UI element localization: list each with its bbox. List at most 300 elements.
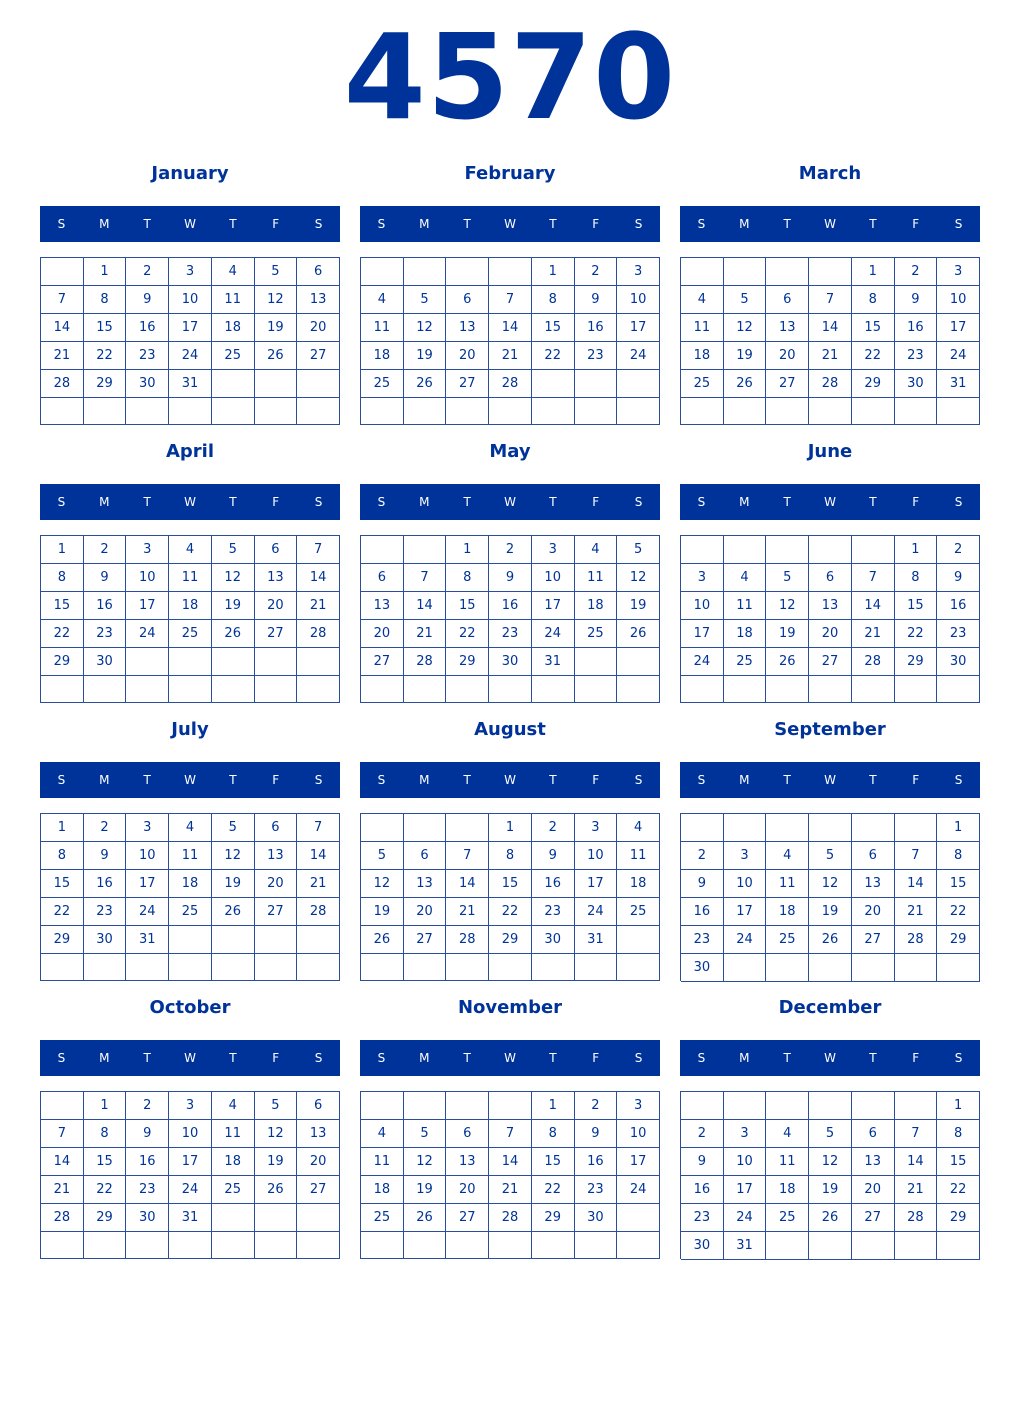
weekday-label: T [229, 217, 237, 231]
day-grid [40, 813, 340, 981]
day-cell: 7 [297, 814, 340, 842]
day-cell: 28 [489, 1204, 532, 1232]
day-cell: 29 [84, 1204, 127, 1232]
day-cell: 29 [41, 926, 84, 954]
day-cell: 13 [852, 870, 895, 898]
day-grid [40, 257, 340, 425]
day-cell: 8 [41, 842, 84, 870]
day-cell: 29 [937, 926, 980, 954]
day-cell: 29 [895, 648, 938, 676]
day-cell: 27 [446, 1204, 489, 1232]
day-cell: 4 [681, 286, 724, 314]
day-cell: 14 [297, 842, 340, 870]
empty-cell [212, 954, 255, 981]
day-cell: 13 [766, 314, 809, 342]
day-cell: 27 [255, 620, 298, 648]
month-name: February [464, 163, 556, 184]
day-cell: 25 [575, 620, 618, 648]
empty-cell [937, 398, 980, 425]
weekday-label: W [824, 217, 836, 231]
weekday-label: T [783, 217, 791, 231]
day-cell: 5 [255, 258, 298, 286]
day-cell: 11 [575, 564, 618, 592]
weekday-label: T [463, 1051, 471, 1065]
empty-cell [84, 1232, 127, 1259]
day-cell: 5 [361, 842, 404, 870]
day-cell: 28 [895, 1204, 938, 1232]
empty-cell [361, 814, 404, 842]
day-cell: 14 [41, 1148, 84, 1176]
empty-cell [724, 814, 767, 842]
empty-cell [404, 676, 447, 703]
empty-cell [809, 676, 852, 703]
day-cell: 10 [937, 286, 980, 314]
day-cell: 4 [361, 286, 404, 314]
month-july [40, 715, 340, 985]
day-cell: 10 [681, 592, 724, 620]
day-cell: 3 [617, 1092, 660, 1120]
day-cell: 9 [575, 1120, 618, 1148]
day-cell: 19 [212, 592, 255, 620]
day-cell: 1 [895, 536, 938, 564]
empty-cell [489, 1092, 532, 1120]
day-cell: 28 [895, 926, 938, 954]
day-cell: 10 [617, 286, 660, 314]
empty-cell [84, 954, 127, 981]
day-cell: 10 [724, 870, 767, 898]
day-cell: 15 [84, 1148, 127, 1176]
day-cell: 16 [489, 592, 532, 620]
day-cell: 18 [617, 870, 660, 898]
empty-cell [532, 398, 575, 425]
empty-cell [255, 676, 298, 703]
empty-cell [852, 814, 895, 842]
day-cell: 29 [446, 648, 489, 676]
weekday-label: T [549, 1051, 557, 1065]
empty-cell [255, 1204, 298, 1232]
empty-cell [724, 398, 767, 425]
empty-cell [489, 398, 532, 425]
weekday-label: T [143, 495, 151, 509]
day-cell: 2 [575, 1092, 618, 1120]
weekday-label: M [99, 495, 110, 509]
day-cell: 19 [404, 1176, 447, 1204]
day-cell: 5 [255, 1092, 298, 1120]
day-cell: 26 [255, 342, 298, 370]
empty-cell [895, 814, 938, 842]
empty-cell [126, 398, 169, 425]
day-cell: 29 [937, 1204, 980, 1232]
weekday-label: S [634, 773, 643, 787]
weekday-label: M [419, 495, 430, 509]
day-cell: 25 [617, 898, 660, 926]
day-cell: 15 [41, 592, 84, 620]
day-grid [680, 257, 980, 425]
day-cell: 27 [361, 648, 404, 676]
day-cell: 27 [852, 926, 895, 954]
weekday-label: T [549, 773, 557, 787]
empty-cell [766, 536, 809, 564]
day-cell: 25 [681, 370, 724, 398]
day-cell: 21 [489, 1176, 532, 1204]
day-cell: 12 [255, 1120, 298, 1148]
day-cell: 22 [41, 898, 84, 926]
day-cell: 1 [532, 258, 575, 286]
weekday-label: S [634, 1051, 643, 1065]
month-name: July [171, 719, 209, 740]
day-cell: 28 [489, 370, 532, 398]
weekday-label: W [824, 1051, 836, 1065]
month-name: September [774, 719, 886, 740]
day-cell: 26 [809, 926, 852, 954]
day-cell: 26 [255, 1176, 298, 1204]
day-cell: 4 [575, 536, 618, 564]
day-cell: 9 [126, 1120, 169, 1148]
empty-cell [489, 258, 532, 286]
weekday-label: S [57, 773, 66, 787]
day-cell: 28 [41, 370, 84, 398]
weekday-label: F [592, 217, 600, 231]
day-cell: 6 [809, 564, 852, 592]
empty-cell [212, 676, 255, 703]
day-cell: 24 [724, 926, 767, 954]
empty-cell [212, 1204, 255, 1232]
day-cell: 14 [41, 314, 84, 342]
day-cell: 27 [404, 926, 447, 954]
day-cell: 10 [169, 286, 212, 314]
day-cell: 31 [169, 1204, 212, 1232]
weekday-label: W [504, 495, 516, 509]
weekday-label: S [697, 217, 706, 231]
empty-cell [766, 398, 809, 425]
weekday-label: M [99, 773, 110, 787]
day-cell: 4 [617, 814, 660, 842]
day-cell: 23 [681, 1204, 724, 1232]
month-november [360, 993, 660, 1263]
weekday-label: W [824, 495, 836, 509]
day-cell: 25 [361, 370, 404, 398]
day-cell: 24 [681, 648, 724, 676]
day-cell: 10 [617, 1120, 660, 1148]
weekday-label: S [314, 773, 323, 787]
empty-cell [404, 1092, 447, 1120]
day-cell: 8 [41, 564, 84, 592]
day-cell: 24 [126, 620, 169, 648]
day-cell: 18 [361, 1176, 404, 1204]
empty-cell [575, 1232, 618, 1259]
weekday-label: M [419, 773, 430, 787]
month-june [680, 437, 980, 707]
day-cell: 17 [532, 592, 575, 620]
weekday-label: F [272, 773, 280, 787]
day-cell: 3 [724, 842, 767, 870]
day-cell: 9 [937, 564, 980, 592]
day-cell: 20 [297, 1148, 340, 1176]
weekday-header [680, 484, 980, 520]
empty-cell [404, 398, 447, 425]
day-cell: 15 [446, 592, 489, 620]
day-cell: 3 [575, 814, 618, 842]
weekday-label: W [184, 1051, 196, 1065]
empty-cell [617, 926, 660, 954]
weekday-label: T [463, 495, 471, 509]
empty-cell [212, 1232, 255, 1259]
day-cell: 27 [255, 898, 298, 926]
day-cell: 24 [169, 1176, 212, 1204]
empty-cell [361, 258, 404, 286]
day-cell: 25 [766, 1204, 809, 1232]
day-cell: 18 [766, 1176, 809, 1204]
day-cell: 14 [852, 592, 895, 620]
empty-cell [809, 954, 852, 982]
day-cell: 6 [255, 814, 298, 842]
day-cell: 13 [809, 592, 852, 620]
day-cell: 10 [126, 842, 169, 870]
day-cell: 6 [852, 842, 895, 870]
day-cell: 11 [681, 314, 724, 342]
day-cell: 7 [404, 564, 447, 592]
day-cell: 12 [255, 286, 298, 314]
day-cell: 24 [575, 898, 618, 926]
day-cell: 7 [41, 286, 84, 314]
day-cell: 19 [255, 1148, 298, 1176]
empty-cell [617, 676, 660, 703]
empty-cell [361, 536, 404, 564]
empty-cell [297, 676, 340, 703]
weekday-label: T [463, 773, 471, 787]
day-cell: 20 [255, 592, 298, 620]
empty-cell [41, 258, 84, 286]
day-cell: 17 [681, 620, 724, 648]
day-cell: 21 [852, 620, 895, 648]
day-cell: 5 [404, 1120, 447, 1148]
empty-cell [489, 954, 532, 981]
weekday-label: M [739, 495, 750, 509]
day-cell: 16 [575, 1148, 618, 1176]
day-cell: 25 [212, 1176, 255, 1204]
day-cell: 8 [937, 842, 980, 870]
month-january [40, 159, 340, 429]
empty-cell [297, 648, 340, 676]
day-cell: 12 [809, 870, 852, 898]
empty-cell [404, 954, 447, 981]
empty-cell [724, 258, 767, 286]
day-cell: 4 [766, 1120, 809, 1148]
empty-cell [809, 814, 852, 842]
empty-cell [404, 536, 447, 564]
day-cell: 11 [169, 564, 212, 592]
day-cell: 2 [575, 258, 618, 286]
empty-cell [361, 398, 404, 425]
weekday-label: M [99, 217, 110, 231]
empty-cell [126, 1232, 169, 1259]
day-cell: 22 [895, 620, 938, 648]
day-cell: 16 [126, 1148, 169, 1176]
weekday-header [680, 1040, 980, 1076]
empty-cell [297, 398, 340, 425]
weekday-label: S [954, 773, 963, 787]
empty-cell [361, 954, 404, 981]
empty-cell [724, 1092, 767, 1120]
weekday-label: T [229, 495, 237, 509]
empty-cell [575, 676, 618, 703]
day-cell: 7 [852, 564, 895, 592]
day-cell: 6 [404, 842, 447, 870]
weekday-header [360, 1040, 660, 1076]
empty-cell [169, 648, 212, 676]
day-cell: 5 [212, 536, 255, 564]
day-cell: 17 [169, 314, 212, 342]
day-cell: 25 [766, 926, 809, 954]
day-cell: 22 [937, 898, 980, 926]
weekday-label: T [869, 495, 877, 509]
day-cell: 13 [361, 592, 404, 620]
weekday-label: F [592, 1051, 600, 1065]
day-cell: 12 [404, 314, 447, 342]
day-cell: 17 [126, 592, 169, 620]
day-cell: 8 [532, 1120, 575, 1148]
empty-cell [681, 1092, 724, 1120]
empty-cell [852, 536, 895, 564]
day-cell: 20 [446, 1176, 489, 1204]
day-cell: 24 [532, 620, 575, 648]
day-cell: 10 [169, 1120, 212, 1148]
day-cell: 19 [212, 870, 255, 898]
empty-cell [297, 370, 340, 398]
day-cell: 11 [169, 842, 212, 870]
day-cell: 8 [489, 842, 532, 870]
day-cell: 13 [255, 564, 298, 592]
day-cell: 15 [937, 1148, 980, 1176]
day-cell: 27 [852, 1204, 895, 1232]
day-cell: 30 [84, 648, 127, 676]
empty-cell [297, 926, 340, 954]
weekday-label: F [912, 773, 920, 787]
day-cell: 9 [126, 286, 169, 314]
day-cell: 26 [617, 620, 660, 648]
day-cell: 29 [532, 1204, 575, 1232]
day-cell: 2 [681, 1120, 724, 1148]
weekday-label: W [504, 217, 516, 231]
day-cell: 16 [937, 592, 980, 620]
day-cell: 31 [724, 1232, 767, 1260]
day-cell: 17 [724, 1176, 767, 1204]
day-cell: 15 [84, 314, 127, 342]
day-cell: 17 [724, 898, 767, 926]
empty-cell [617, 648, 660, 676]
weekday-label: T [549, 217, 557, 231]
day-cell: 21 [297, 870, 340, 898]
day-cell: 30 [489, 648, 532, 676]
day-cell: 31 [575, 926, 618, 954]
day-cell: 26 [212, 620, 255, 648]
day-cell: 5 [809, 1120, 852, 1148]
month-name: April [165, 441, 215, 462]
day-cell: 26 [404, 370, 447, 398]
day-cell: 26 [361, 926, 404, 954]
day-cell: 14 [489, 314, 532, 342]
empty-cell [809, 1092, 852, 1120]
weekday-label: M [419, 1051, 430, 1065]
day-cell: 26 [212, 898, 255, 926]
day-cell: 6 [297, 1092, 340, 1120]
day-cell: 1 [937, 814, 980, 842]
day-cell: 20 [361, 620, 404, 648]
day-cell: 25 [724, 648, 767, 676]
day-cell: 19 [809, 1176, 852, 1204]
weekday-header [40, 1040, 340, 1076]
day-cell: 14 [446, 870, 489, 898]
day-cell: 16 [84, 870, 127, 898]
day-cell: 5 [617, 536, 660, 564]
day-cell: 4 [212, 1092, 255, 1120]
day-cell: 31 [169, 370, 212, 398]
day-cell: 2 [895, 258, 938, 286]
empty-cell [169, 954, 212, 981]
weekday-label: W [504, 1051, 516, 1065]
empty-cell [575, 398, 618, 425]
weekday-label: M [739, 773, 750, 787]
day-cell: 9 [532, 842, 575, 870]
day-cell: 21 [404, 620, 447, 648]
day-cell: 7 [446, 842, 489, 870]
day-cell: 21 [446, 898, 489, 926]
day-cell: 2 [84, 814, 127, 842]
day-cell: 11 [766, 1148, 809, 1176]
day-cell: 23 [895, 342, 938, 370]
day-cell: 7 [809, 286, 852, 314]
day-cell: 18 [169, 870, 212, 898]
weekday-label: T [143, 217, 151, 231]
empty-cell [895, 954, 938, 982]
weekday-label: S [634, 217, 643, 231]
day-cell: 20 [255, 870, 298, 898]
day-cell: 13 [297, 1120, 340, 1148]
day-cell: 30 [126, 370, 169, 398]
weekday-label: S [57, 1051, 66, 1065]
day-cell: 18 [766, 898, 809, 926]
day-cell: 30 [681, 1232, 724, 1260]
empty-cell [255, 954, 298, 981]
day-cell: 14 [489, 1148, 532, 1176]
empty-cell [809, 258, 852, 286]
weekday-label: W [504, 773, 516, 787]
day-cell: 6 [297, 258, 340, 286]
empty-cell [255, 370, 298, 398]
empty-cell [212, 398, 255, 425]
day-cell: 19 [617, 592, 660, 620]
day-cell: 5 [809, 842, 852, 870]
empty-cell [212, 648, 255, 676]
month-name: May [489, 441, 531, 462]
weekday-header [40, 206, 340, 242]
empty-cell [212, 926, 255, 954]
day-cell: 24 [126, 898, 169, 926]
month-name: August [474, 719, 546, 740]
day-grid [680, 1091, 980, 1259]
day-cell: 3 [169, 1092, 212, 1120]
day-cell: 22 [84, 342, 127, 370]
day-cell: 12 [212, 842, 255, 870]
day-cell: 20 [446, 342, 489, 370]
day-grid [680, 535, 980, 703]
day-cell: 28 [852, 648, 895, 676]
month-name: June [807, 441, 853, 462]
day-cell: 1 [446, 536, 489, 564]
weekday-label: M [739, 217, 750, 231]
empty-cell [169, 1232, 212, 1259]
empty-cell [126, 954, 169, 981]
